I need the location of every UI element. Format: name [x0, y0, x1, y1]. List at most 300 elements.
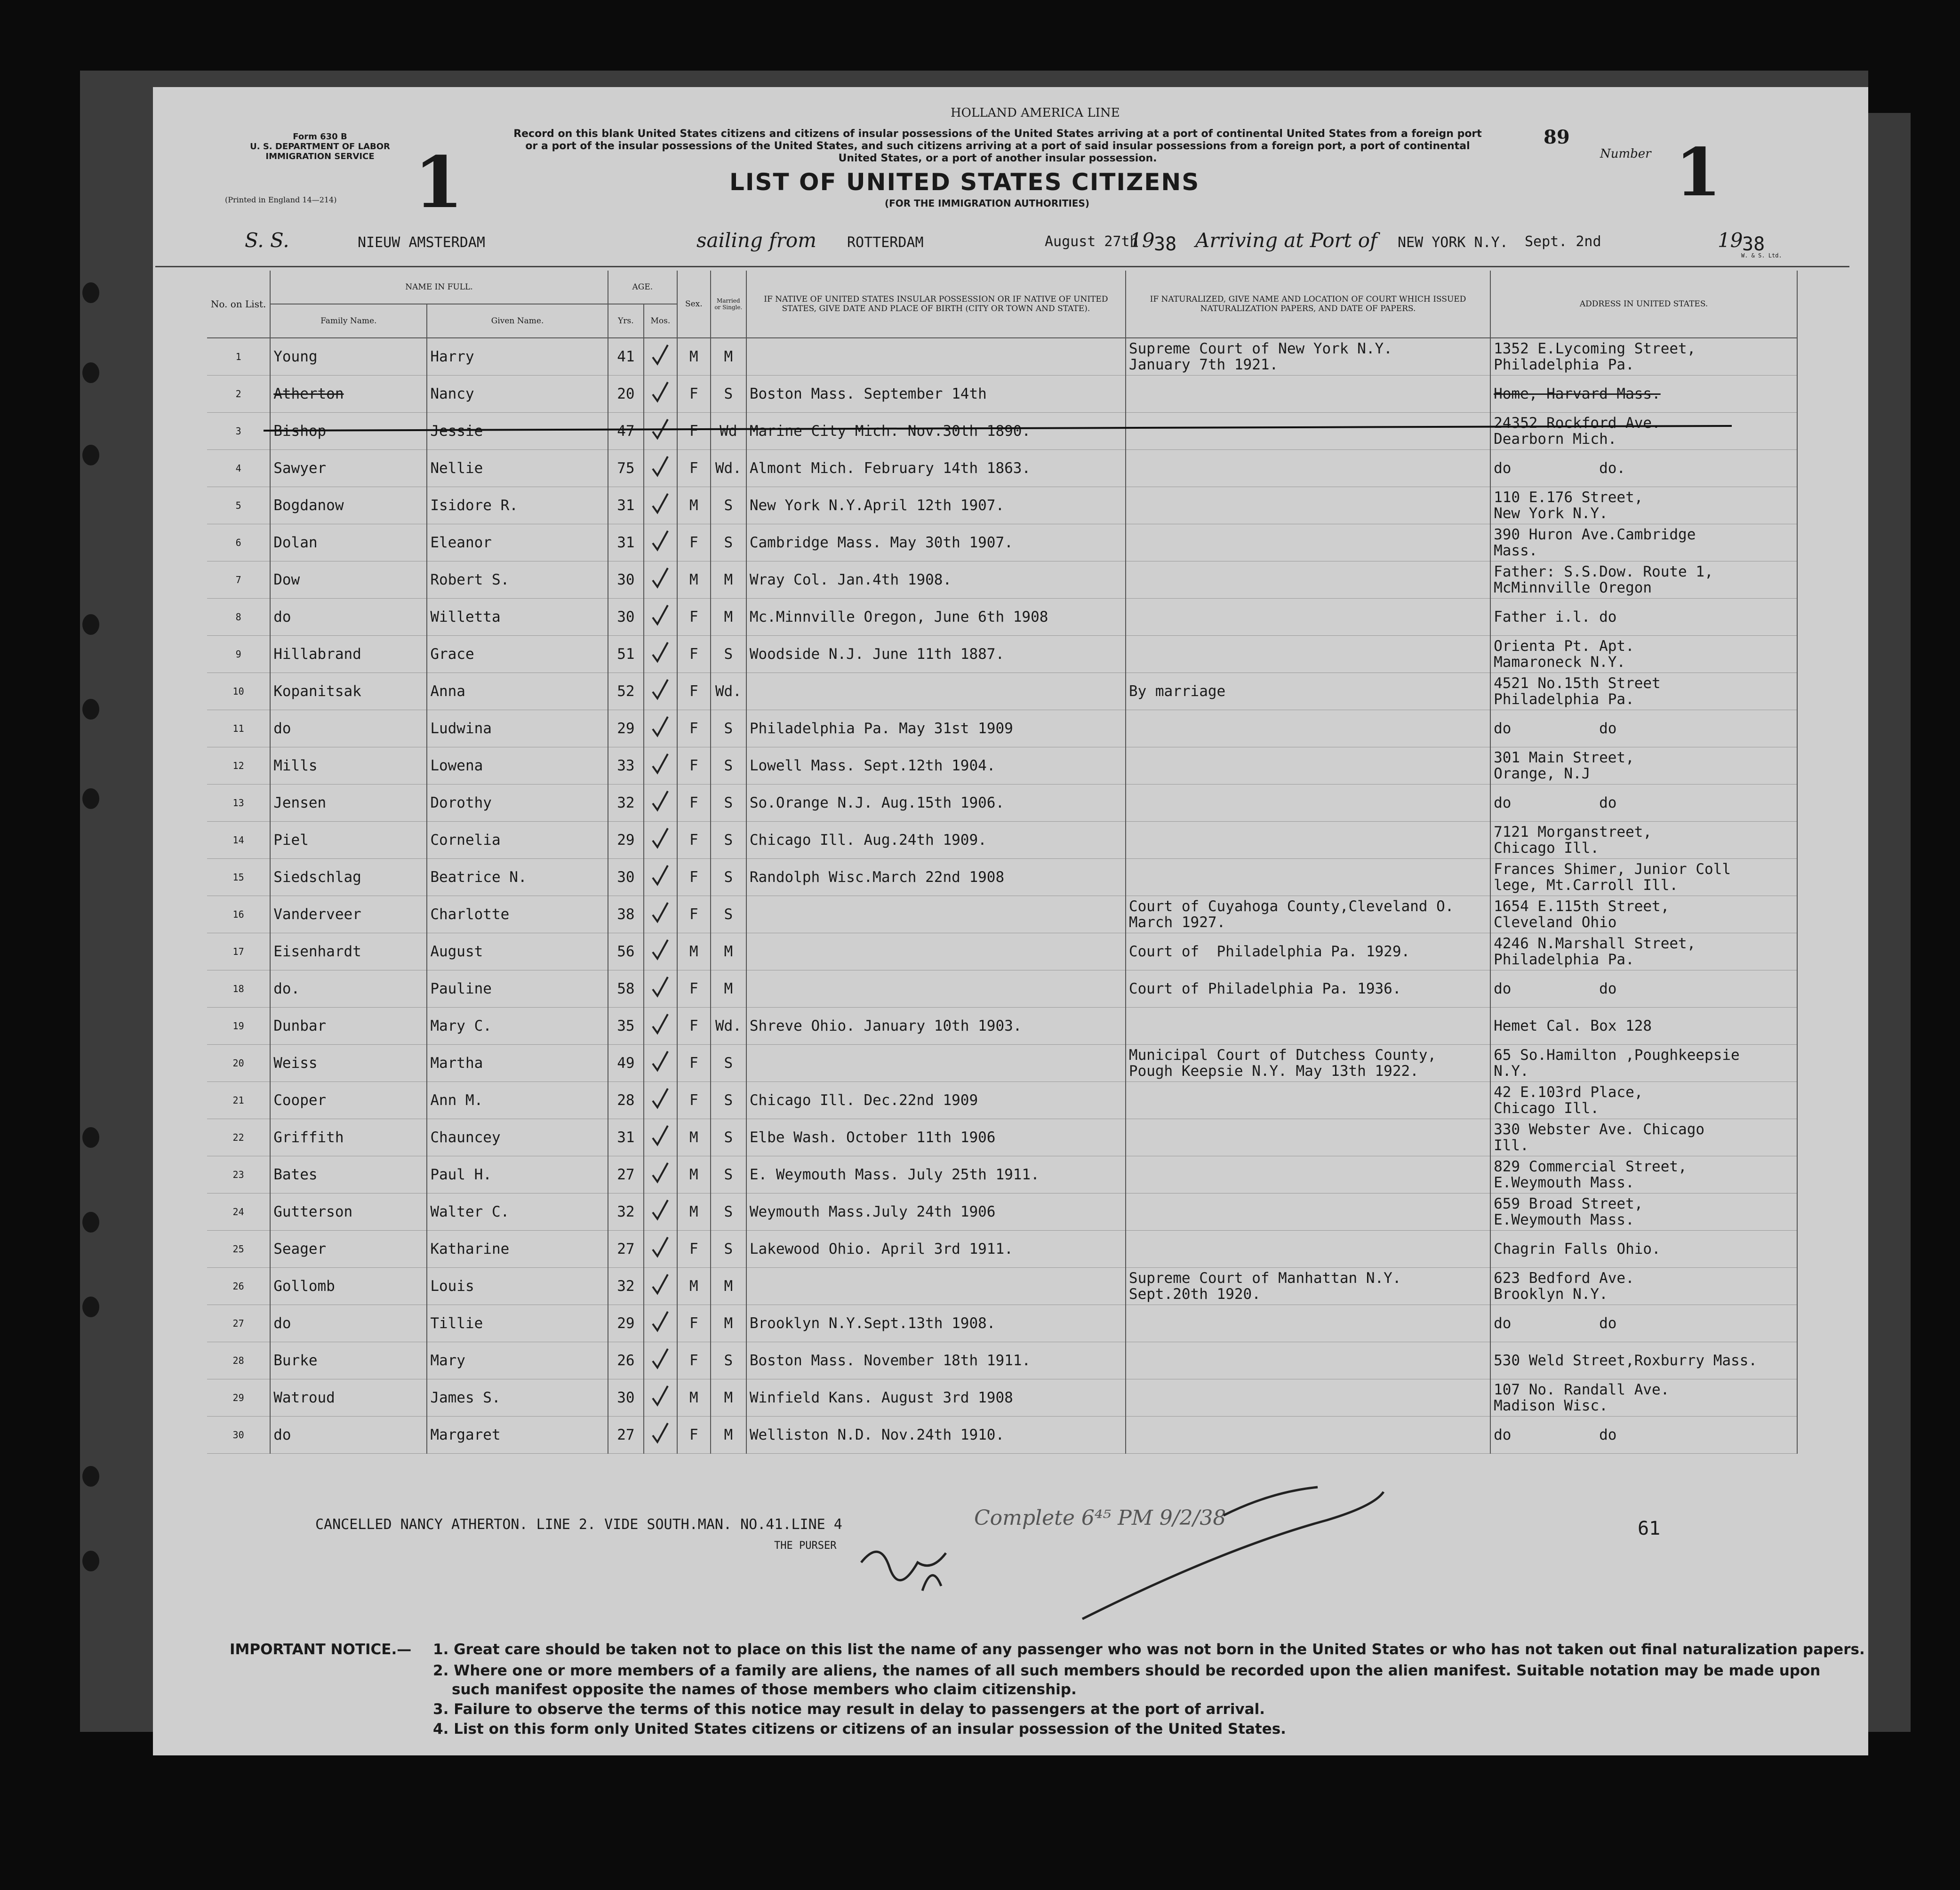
row-number: 29	[207, 1379, 270, 1417]
naturalization-court	[1126, 524, 1490, 561]
table-row	[207, 1045, 1797, 1082]
birth-place: Philadelphia Pa. May 31st 1909	[746, 710, 1126, 747]
row-number: 19	[207, 1008, 270, 1045]
age-months-check	[644, 338, 677, 376]
birth-place	[746, 896, 1126, 933]
us-address: Father: S.S.Dow. Route 1, McMinnville Oregon	[1490, 561, 1797, 599]
check-mark-icon	[651, 1347, 670, 1370]
sex: F	[677, 710, 711, 747]
sex: F	[677, 376, 711, 413]
birth-place: Wray Col. Jan.4th 1908.	[746, 561, 1126, 599]
table-row	[207, 1342, 1797, 1379]
row-number: 24	[207, 1193, 270, 1231]
sex: F	[677, 636, 711, 673]
col-sex: Sex.	[677, 271, 711, 338]
page-number: 89	[1544, 126, 1570, 148]
naturalization-court	[1126, 636, 1490, 673]
check-mark-icon	[651, 417, 670, 441]
row-number: 1	[207, 338, 270, 376]
us-address: 330 Webster Ave. Chicago Ill.	[1490, 1119, 1797, 1156]
age-years: 75	[608, 450, 644, 487]
sex: F	[677, 896, 711, 933]
marital-status: S	[711, 636, 746, 673]
family-name: Vanderveer	[270, 896, 427, 933]
notice-label: IMPORTANT NOTICE.—	[230, 1641, 412, 1658]
us-address: do do	[1490, 710, 1797, 747]
table-row	[207, 487, 1797, 524]
age-years: 33	[608, 747, 644, 785]
service: IMMIGRATION SERVICE	[265, 152, 375, 161]
family-name: Piel	[270, 822, 427, 859]
marital-status: S	[711, 1119, 746, 1156]
family-name: Hillabrand	[270, 636, 427, 673]
check-mark-icon	[651, 975, 670, 999]
family-name: do	[270, 1305, 427, 1342]
table-row	[207, 1156, 1797, 1193]
sex: M	[677, 1268, 711, 1305]
age-months-check	[644, 1119, 677, 1156]
col-mos: Mos.	[644, 304, 677, 338]
table-row	[207, 1231, 1797, 1268]
birth-place	[746, 970, 1126, 1008]
age-years: 52	[608, 673, 644, 710]
family-name: Bates	[270, 1156, 427, 1193]
marital-status: M	[711, 1305, 746, 1342]
naturalization-court	[1126, 1417, 1490, 1454]
age-years: 30	[608, 859, 644, 896]
page-title: LIST OF UNITED STATES CITIZENS	[729, 168, 1200, 196]
family-name: Gollomb	[270, 1268, 427, 1305]
row-number: 7	[207, 561, 270, 599]
punch-hole	[82, 282, 99, 303]
naturalization-court: By marriage	[1126, 673, 1490, 710]
birth-place: Boston Mass. November 18th 1911.	[746, 1342, 1126, 1379]
sex: F	[677, 785, 711, 822]
naturalization-court	[1126, 785, 1490, 822]
header-rule	[155, 266, 1849, 267]
table-row	[207, 1417, 1797, 1454]
age-months-check	[644, 1342, 677, 1379]
naturalization-court	[1126, 1231, 1490, 1268]
family-name: do	[270, 599, 427, 636]
given-name: Walter C.	[427, 1193, 608, 1231]
row-number: 10	[207, 673, 270, 710]
us-address: 829 Commercial Street, E.Weymouth Mass.	[1490, 1156, 1797, 1193]
birth-place: Winfield Kans. August 3rd 1908	[746, 1379, 1126, 1417]
sex: F	[677, 1305, 711, 1342]
number-value: 1	[1675, 134, 1721, 211]
punch-hole	[82, 1466, 99, 1487]
col-naturalization: IF NATURALIZED, GIVE NAME AND LOCATION OF COURT WHICH ISSUED NATURALIZATION PAPERS, AND DATE OF PAPERS.	[1126, 271, 1490, 338]
col-married: Married or Single.	[711, 271, 746, 338]
us-address: 7121 Morganstreet, Chicago Ill.	[1490, 822, 1797, 859]
family-name: Gutterson	[270, 1193, 427, 1231]
age-months-check	[644, 524, 677, 561]
family-name: Bogdanow	[270, 487, 427, 524]
cancelled-note: CANCELLED NANCY ATHERTON. LINE 2. VIDE SOUTH.MAN. NO.41.LINE 4	[315, 1516, 842, 1533]
age-years: 32	[608, 1268, 644, 1305]
arrival-year: 38	[1742, 233, 1765, 255]
given-name: Dorothy	[427, 785, 608, 822]
row-number: 2	[207, 376, 270, 413]
check-mark-icon	[651, 1049, 670, 1073]
punch-hole	[82, 699, 99, 720]
sex: F	[677, 1045, 711, 1082]
row-number: 26	[207, 1268, 270, 1305]
birth-place: Elbe Wash. October 11th 1906	[746, 1119, 1126, 1156]
age-months-check	[644, 673, 677, 710]
marital-status: S	[711, 1231, 746, 1268]
birth-place: So.Orange N.J. Aug.15th 1906.	[746, 785, 1126, 822]
row-number: 28	[207, 1342, 270, 1379]
birth-place	[746, 1268, 1126, 1305]
age-years: 28	[608, 1082, 644, 1119]
marital-status: S	[711, 1193, 746, 1231]
given-name: Harry	[427, 338, 608, 376]
voyage-line	[245, 229, 1798, 257]
naturalization-court: Court of Philadelphia Pa. 1936.	[1126, 970, 1490, 1008]
table-row	[207, 636, 1797, 673]
check-mark-icon	[651, 1124, 670, 1147]
birth-place: Shreve Ohio. January 10th 1903.	[746, 1008, 1126, 1045]
given-name: Anna	[427, 673, 608, 710]
age-months-check	[644, 1231, 677, 1268]
naturalization-court	[1126, 1119, 1490, 1156]
naturalization-court	[1126, 450, 1490, 487]
given-name: Cornelia	[427, 822, 608, 859]
given-name: August	[427, 933, 608, 970]
us-address: Chagrin Falls Ohio.	[1490, 1231, 1797, 1268]
age-months-check	[644, 376, 677, 413]
notice-1: 1. Great care should be taken not to place on this list the name of any passenger who was not born in the United States or who has not taken out final naturalization papers.	[433, 1641, 1865, 1658]
birth-place: Weymouth Mass.July 24th 1906	[746, 1193, 1126, 1231]
naturalization-court	[1126, 1342, 1490, 1379]
given-name: James S.	[427, 1379, 608, 1417]
family-name: Dow	[270, 561, 427, 599]
us-address: 110 E.176 Street, New York N.Y.	[1490, 487, 1797, 524]
family-name: Atherton	[270, 376, 427, 413]
given-name: Mary C.	[427, 1008, 608, 1045]
us-address: 530 Weld Street,Roxburry Mass.	[1490, 1342, 1797, 1379]
age-months-check	[644, 1156, 677, 1193]
col-given: Given Name.	[427, 304, 608, 338]
row-number: 8	[207, 599, 270, 636]
page-mark: 61	[1638, 1518, 1661, 1539]
check-mark-icon	[651, 603, 670, 627]
col-address: ADDRESS IN UNITED STATES.	[1490, 271, 1797, 338]
given-name: Eleanor	[427, 524, 608, 561]
table-row	[207, 859, 1797, 896]
age-months-check	[644, 1417, 677, 1454]
table-row	[207, 561, 1797, 599]
birth-place: New York N.Y.April 12th 1907.	[746, 487, 1126, 524]
row-number: 23	[207, 1156, 270, 1193]
naturalization-court	[1126, 561, 1490, 599]
us-address: 1654 E.115th Street, Cleveland Ohio	[1490, 896, 1797, 933]
age-months-check	[644, 1379, 677, 1417]
sex: F	[677, 599, 711, 636]
marital-status: Wd.	[711, 1008, 746, 1045]
us-address: do do	[1490, 1417, 1797, 1454]
naturalization-court: Court of Cuyahoga County,Cleveland O. March 1927.	[1126, 896, 1490, 933]
age-months-check	[644, 636, 677, 673]
given-name: Paul H.	[427, 1156, 608, 1193]
us-address: 4521 No.15th Street Philadelphia Pa.	[1490, 673, 1797, 710]
marital-status: S	[711, 524, 746, 561]
marital-status: S	[711, 785, 746, 822]
printer-mark: W. & S. Ltd.	[1741, 252, 1782, 259]
naturalization-court	[1126, 710, 1490, 747]
row-number: 6	[207, 524, 270, 561]
purser-label: THE PURSER	[774, 1540, 837, 1552]
age-months-check	[644, 970, 677, 1008]
us-address: 390 Huron Ave.Cambridge Mass.	[1490, 524, 1797, 561]
age-months-check	[644, 1008, 677, 1045]
birth-place	[746, 673, 1126, 710]
age-years: 32	[608, 785, 644, 822]
sheet-number-left: 1	[414, 141, 464, 224]
table-row	[207, 1193, 1797, 1231]
naturalization-court	[1126, 1156, 1490, 1193]
ship-name: NIEUW AMSTERDAM	[358, 234, 485, 251]
us-address: 659 Broad Street, E.Weymouth Mass.	[1490, 1193, 1797, 1231]
table-row	[207, 1379, 1797, 1417]
col-name: NAME IN FULL.	[270, 271, 608, 304]
age-years: 49	[608, 1045, 644, 1082]
given-name: Grace	[427, 636, 608, 673]
us-address: Orienta Pt. Apt. Mamaroneck N.Y.	[1490, 636, 1797, 673]
check-mark-icon	[651, 1161, 670, 1185]
age-years: 31	[608, 1119, 644, 1156]
given-name: Isidore R.	[427, 487, 608, 524]
naturalization-court	[1126, 487, 1490, 524]
given-name: Mary	[427, 1342, 608, 1379]
given-name: Chauncey	[427, 1119, 608, 1156]
family-name: Sawyer	[270, 450, 427, 487]
age-years: 29	[608, 822, 644, 859]
check-mark-icon	[651, 529, 670, 553]
row-number: 20	[207, 1045, 270, 1082]
punch-hole	[82, 1127, 99, 1148]
check-mark-icon	[651, 641, 670, 664]
sex: F	[677, 1231, 711, 1268]
sex: F	[677, 673, 711, 710]
marital-status: M	[711, 1379, 746, 1417]
given-name: Lowena	[427, 747, 608, 785]
age-years: 41	[608, 338, 644, 376]
naturalization-court	[1126, 822, 1490, 859]
check-mark-icon	[651, 455, 670, 478]
age-years: 27	[608, 1417, 644, 1454]
us-address: 24352 Rockford Ave. Dearborn Mich.	[1490, 413, 1797, 450]
check-mark-icon	[651, 1087, 670, 1110]
row-number: 18	[207, 970, 270, 1008]
check-mark-icon	[651, 566, 670, 590]
sex: M	[677, 933, 711, 970]
age-months-check	[644, 487, 677, 524]
arriving-label: Arriving at Port of	[1195, 229, 1377, 252]
table-row	[207, 673, 1797, 710]
check-mark-icon	[651, 1421, 670, 1445]
sex: F	[677, 1417, 711, 1454]
age-years: 29	[608, 710, 644, 747]
us-address: do do	[1490, 970, 1797, 1008]
marital-status: S	[711, 859, 746, 896]
us-address: 301 Main Street, Orange, N.J	[1490, 747, 1797, 785]
row-number: 15	[207, 859, 270, 896]
marital-status: M	[711, 933, 746, 970]
row-number: 4	[207, 450, 270, 487]
naturalization-court: Municipal Court of Dutchess County, Pough Keepsie N.Y. May 13th 1922.	[1126, 1045, 1490, 1082]
given-name: Charlotte	[427, 896, 608, 933]
check-mark-icon	[651, 1198, 670, 1222]
sex: M	[677, 561, 711, 599]
notice-4: 4. List on this form only United States citizens or citizens of an insular possession of the United States.	[433, 1721, 1286, 1738]
punch-hole	[82, 445, 99, 465]
birth-place: Lakewood Ohio. April 3rd 1911.	[746, 1231, 1126, 1268]
row-number: 16	[207, 896, 270, 933]
form-number: Form 630 B	[293, 132, 347, 142]
marital-status: S	[711, 896, 746, 933]
check-mark-icon	[651, 380, 670, 404]
marital-status: M	[711, 338, 746, 376]
check-mark-icon	[651, 678, 670, 701]
notice-2: 2. Where one or more members of a family are aliens, the names of all such members should be recorded upon the alien manifest. Suitable notation may be made upon	[433, 1662, 1821, 1679]
check-mark-icon	[651, 1235, 670, 1259]
naturalization-court: Supreme Court of New York N.Y. January 7th 1921.	[1126, 338, 1490, 376]
sex: F	[677, 1008, 711, 1045]
completion-note: Complete 6⁴⁵ PM 9/2/38	[974, 1506, 1226, 1530]
arrival-date: Sept. 2nd	[1525, 233, 1601, 250]
row-number: 30	[207, 1417, 270, 1454]
age-years: 27	[608, 1231, 644, 1268]
given-name: Robert S.	[427, 561, 608, 599]
year-prefix-from: 19	[1129, 229, 1155, 252]
age-months-check	[644, 896, 677, 933]
us-address: do do	[1490, 1305, 1797, 1342]
marital-status: S	[711, 710, 746, 747]
us-address: 65 So.Hamilton ,Poughkeepsie N.Y.	[1490, 1045, 1797, 1082]
table-row	[207, 1268, 1797, 1305]
marital-status: M	[711, 1268, 746, 1305]
age-years: 27	[608, 1156, 644, 1193]
row-number: 17	[207, 933, 270, 970]
us-address: do do	[1490, 785, 1797, 822]
age-months-check	[644, 1193, 677, 1231]
sex: M	[677, 487, 711, 524]
family-name: Mills	[270, 747, 427, 785]
sex: M	[677, 1379, 711, 1417]
birth-place: Chicago Ill. Dec.22nd 1909	[746, 1082, 1126, 1119]
table-row	[207, 933, 1797, 970]
table-row	[207, 710, 1797, 747]
age-years: 58	[608, 970, 644, 1008]
given-name: Ann M.	[427, 1082, 608, 1119]
family-name: do	[270, 710, 427, 747]
birth-place: Welliston N.D. Nov.24th 1910.	[746, 1417, 1126, 1454]
given-name: Beatrice N.	[427, 859, 608, 896]
birth-place: Boston Mass. September 14th	[746, 376, 1126, 413]
shipping-line: HOLLAND AMERICA LINE	[951, 106, 1120, 120]
printed-note: (Printed in England 14—214)	[225, 195, 337, 204]
family-name: Bishop	[270, 413, 427, 450]
given-name: Margaret	[427, 1417, 608, 1454]
table-row	[207, 413, 1797, 450]
col-age: AGE.	[608, 271, 677, 304]
family-name: Burke	[270, 1342, 427, 1379]
table-row	[207, 450, 1797, 487]
check-mark-icon	[651, 343, 670, 367]
age-years: 51	[608, 636, 644, 673]
sex: F	[677, 413, 711, 450]
birth-place	[746, 933, 1126, 970]
punch-hole	[82, 1551, 99, 1571]
age-years: 56	[608, 933, 644, 970]
age-months-check	[644, 785, 677, 822]
age-months-check	[644, 413, 677, 450]
table-row	[207, 822, 1797, 859]
col-yrs: Yrs.	[608, 304, 644, 338]
marital-status: S	[711, 1045, 746, 1082]
department: U. S. DEPARTMENT OF LABOR	[250, 142, 390, 152]
birth-place: Randolph Wisc.March 22nd 1908	[746, 859, 1126, 896]
table-row	[207, 1082, 1797, 1119]
us-address: do do.	[1490, 450, 1797, 487]
marital-status: S	[711, 747, 746, 785]
check-mark-icon	[651, 901, 670, 924]
age-years: 20	[608, 376, 644, 413]
check-mark-icon	[651, 715, 670, 738]
age-months-check	[644, 599, 677, 636]
family-name: Kopanitsak	[270, 673, 427, 710]
naturalization-court	[1126, 1305, 1490, 1342]
sex: M	[677, 1119, 711, 1156]
passenger-table	[207, 271, 1798, 1454]
check-mark-icon	[651, 938, 670, 961]
age-months-check	[644, 1268, 677, 1305]
check-mark-icon	[651, 826, 670, 850]
given-name: Pauline	[427, 970, 608, 1008]
notice-3: 3. Failure to observe the terms of this notice may result in delay to passengers at the port of arrival.	[433, 1701, 1265, 1718]
age-years: 29	[608, 1305, 644, 1342]
naturalization-court: Court of Philadelphia Pa. 1929.	[1126, 933, 1490, 970]
naturalization-court	[1126, 747, 1490, 785]
row-number: 22	[207, 1119, 270, 1156]
family-name: do.	[270, 970, 427, 1008]
us-address: Hemet Cal. Box 128	[1490, 1008, 1797, 1045]
punch-hole	[82, 1212, 99, 1233]
punch-hole	[82, 1297, 99, 1317]
sailing-label: sailing from	[696, 229, 816, 252]
number-label: Number	[1600, 147, 1651, 161]
row-number: 3	[207, 413, 270, 450]
age-years: 30	[608, 1379, 644, 1417]
naturalization-court: Supreme Court of Manhattan N.Y. Sept.20th 1920.	[1126, 1268, 1490, 1305]
notice-2-cont: such manifest opposite the names of those members who claim citizenship.	[452, 1681, 1077, 1698]
marital-status: Wd.	[711, 450, 746, 487]
row-number: 5	[207, 487, 270, 524]
family-name: Watroud	[270, 1379, 427, 1417]
given-name: Ludwina	[427, 710, 608, 747]
age-months-check	[644, 1045, 677, 1082]
check-mark-icon	[651, 1012, 670, 1036]
naturalization-court	[1126, 376, 1490, 413]
birth-place: Marine City Mich. Nov.30th 1890.	[746, 413, 1126, 450]
check-mark-icon	[651, 1310, 670, 1333]
age-months-check	[644, 859, 677, 896]
table-row	[207, 599, 1797, 636]
us-address: Home, Harvard Mass.	[1490, 376, 1797, 413]
